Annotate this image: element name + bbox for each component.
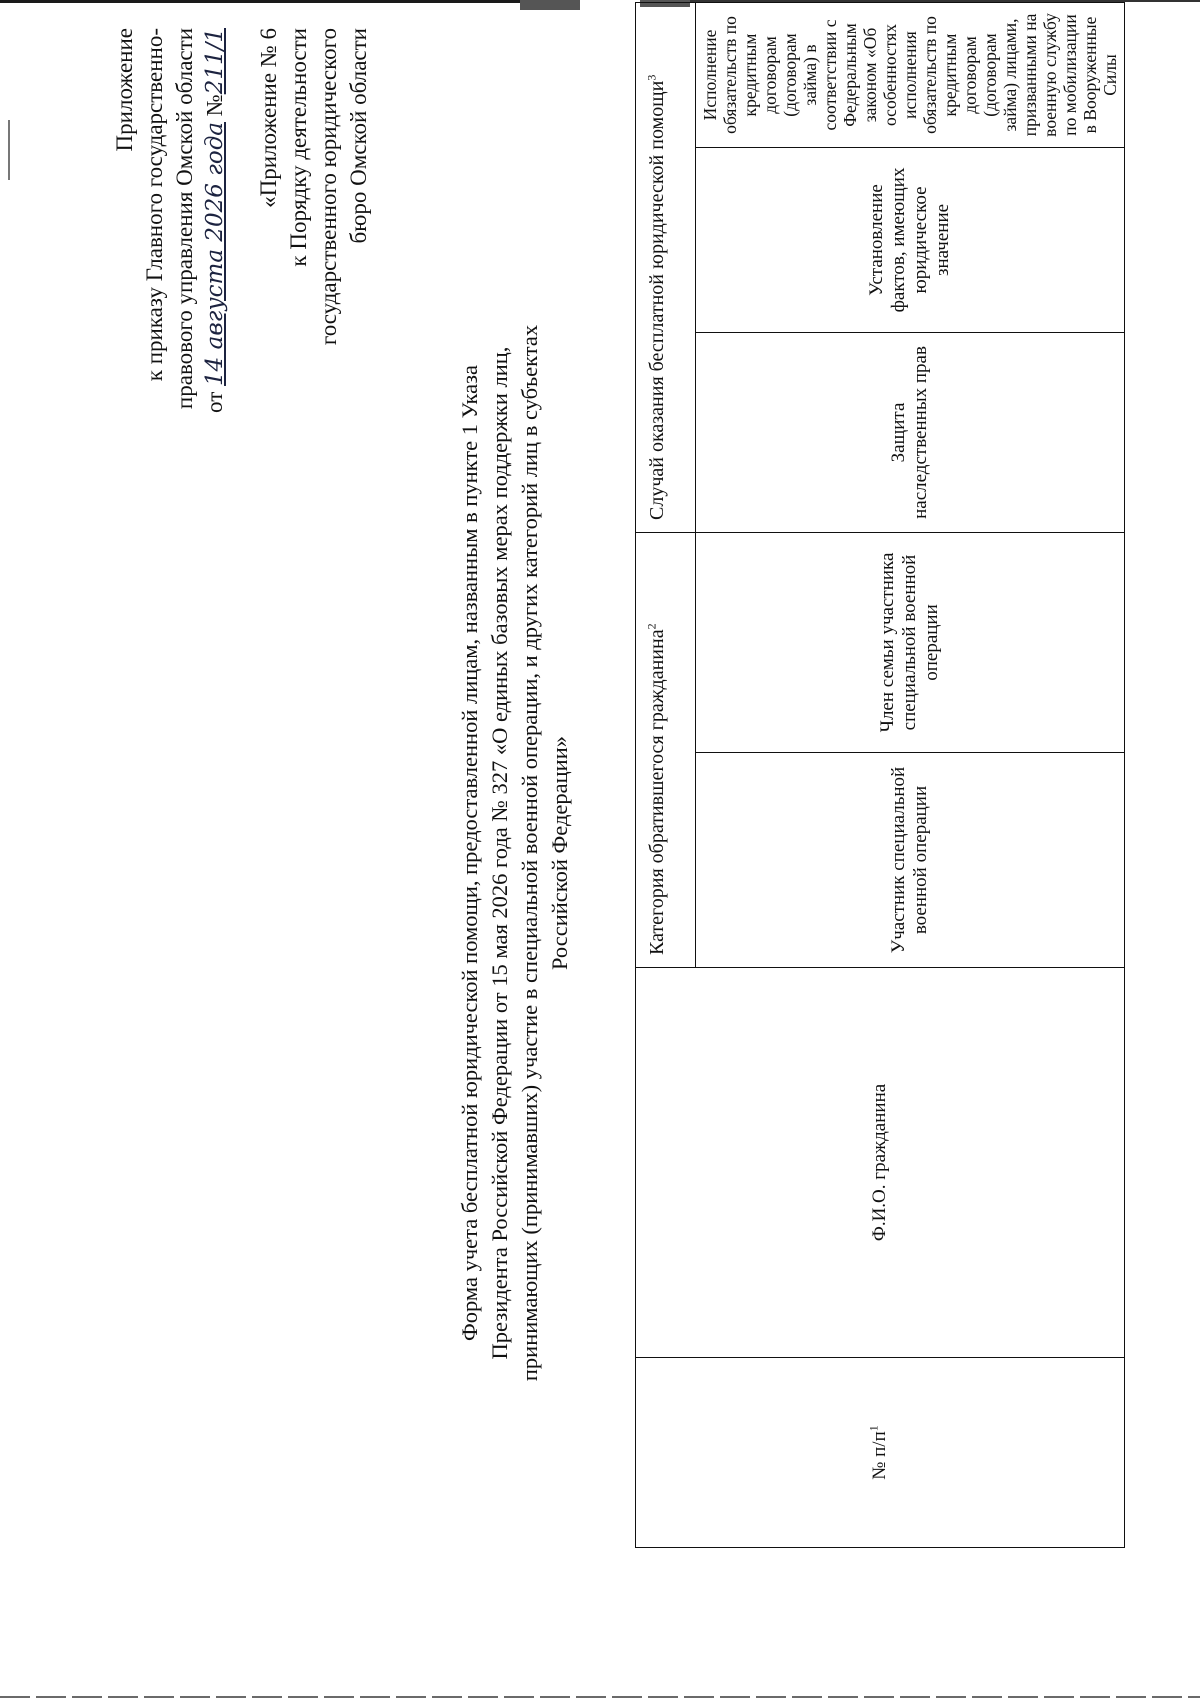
header-participant — [696, 753, 1125, 968]
annex-ref-1: к Порядку деятельности — [286, 28, 311, 267]
header-legal-aid-case — [636, 2, 696, 532]
legal-aid-case-label: Случай оказания бесплатной юридической помощи — [646, 80, 668, 520]
legal-facts-label: Установление фактов, имеющих юридическое значение — [866, 167, 953, 313]
credit-obligations-label: Исполнение обязательств по кредитным договорам (договорам займа) в соответствии с Федеральным законом «Об особенностях исполнения обязательств по кредитным договорам (договорам займа) лицами, призванными на военную службу по мобилизации в Вооруженные Силы — [700, 13, 1120, 137]
date-prefix: от — [202, 391, 227, 413]
footnote-2: 2 — [644, 623, 659, 630]
number-prefix: № — [202, 94, 227, 117]
header-family-member — [696, 532, 1125, 752]
inheritance-label: Защита наследственных прав — [888, 346, 931, 519]
handwritten-number: 211/1 — [202, 28, 228, 95]
header-full-name — [636, 968, 1125, 1358]
footnote-3: 3 — [644, 74, 659, 81]
citizen-category-label: Категория обратившегося гражданина — [646, 629, 668, 955]
row-number-label: № п/п — [869, 1431, 890, 1480]
annex-ref-3: бюро Омской области — [346, 28, 371, 244]
approval-date-line — [200, 28, 230, 448]
form-title-line: Российской Федерации» — [547, 735, 572, 971]
header-row-number — [636, 1358, 1125, 1548]
header-inheritance — [696, 332, 1125, 532]
form-title-line: принимающих (принимавших) участие в специальной военной операции, и других категорий лиц в субъектах — [517, 324, 542, 1382]
legal-aid-ledger-table — [635, 2, 1125, 1548]
header-legal-facts — [696, 147, 1125, 332]
participant-label: Участник специальной военной операции — [888, 766, 931, 954]
approval-authority: правового управления Омской области — [172, 28, 197, 410]
approval-heading: Приложение — [112, 28, 137, 152]
full-name-label: Ф.И.О. гражданина — [869, 1083, 890, 1242]
header-credit-obligations — [696, 2, 1125, 147]
approval-order-ref: к приказу Главного государственно- — [142, 28, 167, 382]
approval-stamp-block — [110, 28, 374, 448]
form-title-line: Форма учета бесплатной юридической помощи, предоставленной лицам, названным в пункте 1 Указа — [457, 364, 482, 1342]
handwritten-date: 14 августа 2026 года — [202, 122, 228, 386]
header-citizen-category — [636, 532, 696, 967]
annex-heading: «Приложение № 6 — [256, 28, 281, 208]
form-title-line: Президента Российской Федерации от 15 мая 2026 года № 327 «О единых базовых мерах поддержки лиц, — [487, 346, 512, 1360]
form-title — [455, 228, 575, 1478]
footnote-1: 1 — [866, 1425, 881, 1432]
family-member-label: Член семьи участника специальной военной операции — [877, 552, 942, 733]
annex-ref-2: государственного юридического — [316, 28, 341, 346]
